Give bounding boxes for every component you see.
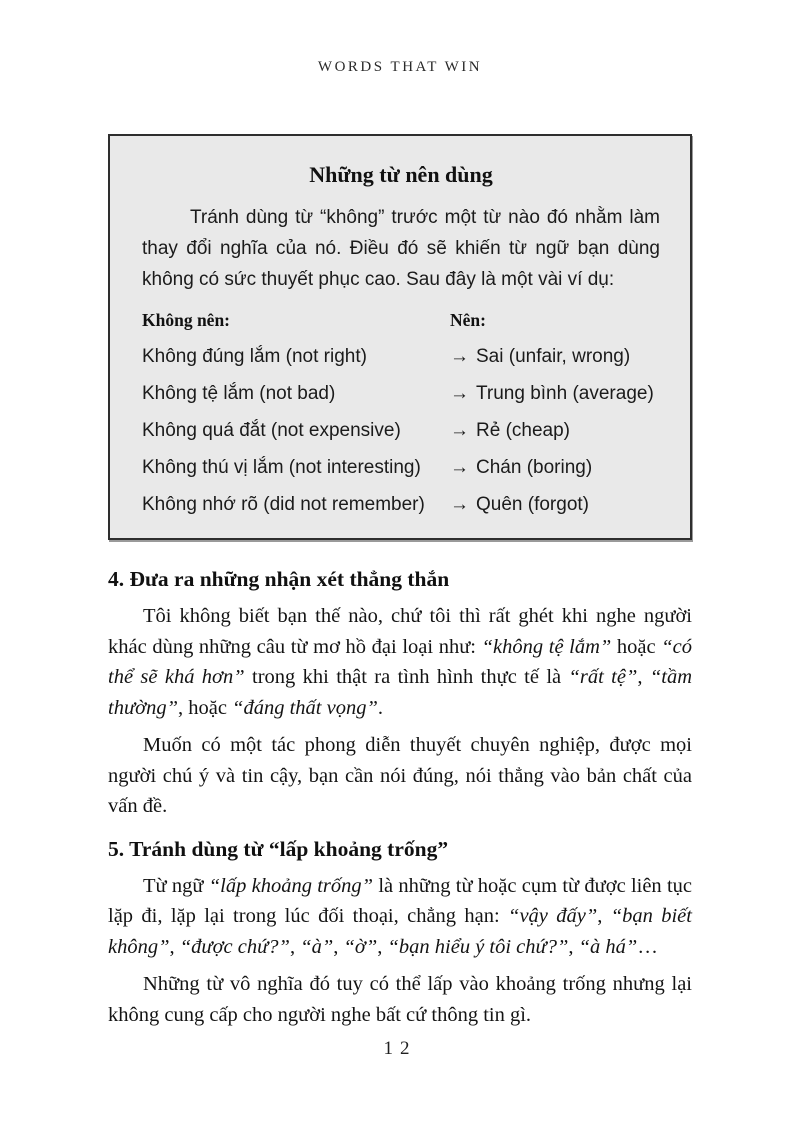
text-run: Từ ngữ [143,874,209,897]
quoted-phrase: “à há” [578,935,638,958]
do-text: Quên (forgot) [476,494,589,515]
dont-cell: Không thú vị lắm (not interesting) [142,457,421,478]
quoted-phrase: “rất tệ” [568,666,638,688]
paragraph [108,871,692,963]
column-headers [142,309,660,331]
text-run: . [377,696,383,719]
text-run: , [289,935,301,958]
do-text: Trung bình (average) [476,383,654,404]
section-5 [108,836,692,1031]
arrow-right-icon: → [450,494,469,515]
section-4 [108,566,692,822]
text-run: Muốn có một tác phong diễn thuyết chuyên nghiệp, được mọi người chú ý và tin cậy, bạn cần nói đúng, nói thẳng vào bản chất của vấn đề. [108,734,692,817]
text-run: , [169,935,180,958]
text-run: , [637,666,650,688]
text-run: , hoặc [177,696,233,719]
text-run: Những từ vô nghĩa đó tuy có thể lấp vào khoảng trống nhưng lại không cung cấp cho người nghe bất cứ thông tin gì. [108,973,692,1026]
quoted-phrase: “bạn hiểu ý tôi chứ?” [387,935,569,958]
do-text: Sai (unfair, wrong) [476,346,631,367]
quoted-phrase: “không tệ lắm” [481,635,612,658]
quoted-phrase: “tầm thường” [108,666,693,719]
paragraph [108,969,692,1030]
quoted-phrase: “đáng thất vọng” [232,696,378,719]
section-heading: 5. Tránh dùng từ “lấp khoảng trống” [108,836,449,861]
paragraph [108,601,692,723]
example-row [142,383,660,405]
do-text: Rẻ (cheap) [476,420,570,441]
text-run: , [333,935,344,958]
dont-cell: Không nhớ rõ (did not remember) [142,494,425,515]
quoted-phrase: “à” [300,935,334,958]
arrow-right-icon: → [450,383,469,404]
box-intro: Tránh dùng từ “không” trước một từ nào đó nhằm làm thay đổi nghĩa của nó. Điều đó sẽ khiến từ ngữ bạn dùng không có sức thuyết phục cao. Sau đây là một vài ví dụ: [142,207,660,290]
quoted-phrase: “bạn biết không” [108,905,692,958]
dont-cell: Không đúng lắm (not right) [142,346,367,367]
running-head: WORDS THAT WIN [317,59,483,75]
page-content [108,134,692,1030]
arrow-right-icon: → [450,346,469,367]
quoted-phrase: “lấp khoảng trống” [208,874,374,897]
example-row [142,346,660,368]
page-number: 12 [383,1038,417,1059]
text-run: là những từ hoặc cụm từ được liên tục lặp đi, lặp lại trong lúc đối thoại, chẳng hạn: [108,874,692,927]
section-heading: 4. Đưa ra những nhận xét thẳng thắn [108,567,450,591]
text-run: trong khi thật ra tình hình thực tế là [244,666,569,688]
arrow-right-icon: → [450,457,469,478]
column-header-do: Nên: [450,310,486,330]
quoted-phrase: “được chứ?” [179,935,290,958]
box-title: Những từ nên dùng [309,162,493,187]
quoted-phrase: “vậy đấy” [508,905,598,927]
do-cell [450,383,660,405]
example-row [142,457,660,479]
quoted-phrase: “có thể sẽ khá hơn” [108,635,692,688]
text-run: Tôi không biết bạn thế nào, chứ tôi thì rất ghét khi nghe người khác dùng những câu từ mơ hồ đại loại như: [108,605,692,658]
example-row [142,494,660,516]
text-run: , [377,935,388,958]
column-header-dont: Không nên: [142,310,231,330]
do-cell [450,420,660,442]
dont-cell: Không tệ lắm (not bad) [142,383,336,404]
do-cell [450,346,660,368]
do-cell [450,457,660,479]
do-cell [450,494,660,516]
do-text: Chán (boring) [476,457,593,478]
text-run: hoặc [611,635,662,658]
text-run: , [597,905,611,927]
arrow-right-icon: → [450,420,469,441]
text-run: , [568,935,579,958]
highlight-box [108,134,692,540]
text-run: … [637,935,658,958]
example-row [142,420,660,442]
paragraph [108,730,692,822]
dont-cell: Không quá đắt (not expensive) [142,420,401,441]
quoted-phrase: “ờ” [343,935,378,958]
